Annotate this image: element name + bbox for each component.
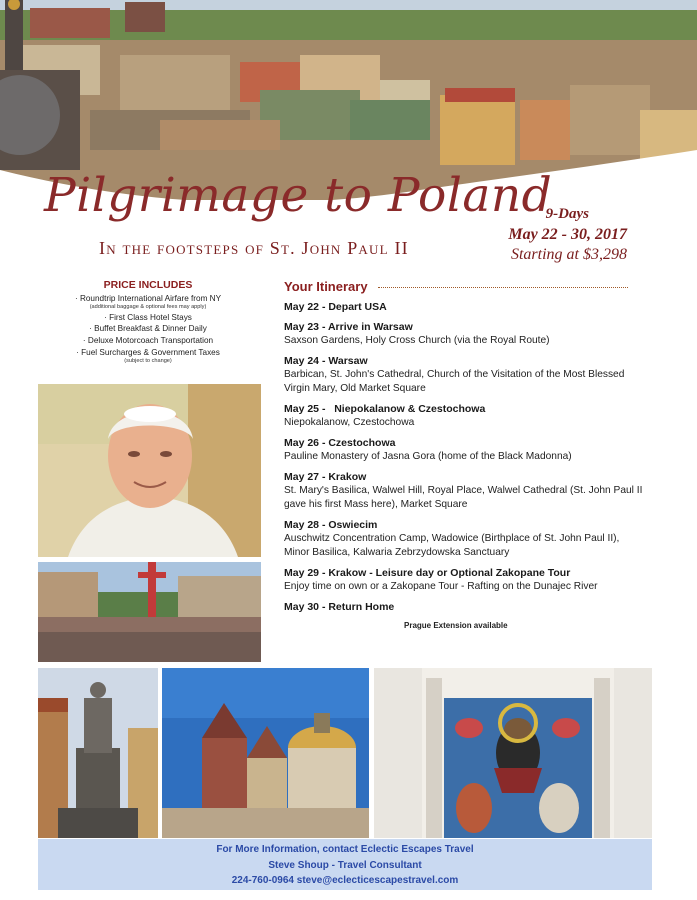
- price-include-item: · Roundtrip International Airfare from NY (additional baggage & optional fees may apply): [38, 294, 258, 311]
- itinerary-day-title: May 25 - Niepokalanow & Czestochowa: [284, 403, 486, 415]
- price-includes-heading: PRICE INCLUDES: [103, 279, 193, 291]
- itinerary-day: [284, 402, 644, 430]
- wawel-cathedral-photo: [162, 668, 369, 838]
- price-includes-list: [38, 294, 258, 367]
- itinerary-day-title: May 22 - Depart USA: [284, 301, 387, 313]
- price-include-item: · First Class Hotel Stays: [104, 312, 192, 322]
- itinerary-day: [284, 354, 644, 396]
- price-include-note: (subject to change): [124, 357, 172, 364]
- outdoor-mass-photo: [38, 562, 261, 662]
- itinerary-day-desc: St. Mary's Basilica, Walwel Hill, Royal Place, Walwel Cathedral (St. John Paul II gave his first Mass here), Market Square: [284, 485, 643, 510]
- black-madonna-mosaic-photo: [374, 668, 652, 838]
- itinerary-day-desc: Enjoy time on own or a Zakopane Tour - Rafting on the Dunajec River: [284, 581, 598, 592]
- trip-length: 9-Days: [545, 206, 589, 222]
- footer-contact-line: For More Information, contact Eclectic Escapes Travel: [216, 844, 474, 855]
- trip-dates: May 22 - 30, 2017: [508, 226, 627, 243]
- contact-footer: [38, 839, 652, 890]
- price-include-item: · Buffet Breakfast & Dinner Daily: [89, 324, 207, 334]
- page-title: Pilgrimage to Poland: [44, 168, 553, 223]
- mickiewicz-statue-photo: [38, 668, 158, 838]
- itinerary-list: [284, 300, 644, 620]
- itinerary-day-desc: Saxson Gardens, Holy Cross Church (via the Royal Route): [284, 335, 550, 346]
- prague-extension-note: Prague Extension available: [404, 621, 508, 630]
- pope-portrait-photo: [38, 384, 261, 557]
- itinerary-day-desc: Niepokalanow, Czestochowa: [284, 417, 415, 428]
- price-include-item: · Deluxe Motorcoach Transportation: [82, 336, 214, 346]
- itinerary-day: [284, 320, 644, 348]
- itinerary-day: [284, 600, 644, 614]
- price-include-item: · Fuel Surcharges & Government Taxes (subject to change): [38, 348, 258, 365]
- itinerary-day-desc: Pauline Monastery of Jasna Gora (home of the Black Madonna): [284, 451, 572, 462]
- footer-phone-email[interactable]: 224-760-0964 steve@eclecticescapestravel.com: [231, 875, 459, 886]
- footer-consultant-line: Steve Shoup - Travel Consultant: [268, 859, 422, 871]
- itinerary-day-title: May 28 - Oswiecim: [284, 519, 378, 531]
- price-include-note: (additional baggage & optional fees may apply): [89, 303, 207, 310]
- itinerary-day: [284, 300, 644, 314]
- itinerary-day-desc: Auschwitz Concentration Camp, Wadowice (Birthplace of St. John Paul II), Minor Basilica, Kalwaria Zebrzydowska Sanctuary: [284, 533, 620, 558]
- itinerary-divider: [378, 287, 628, 288]
- itinerary-day: [284, 518, 644, 560]
- itinerary-day: [284, 566, 644, 594]
- itinerary-day-title: May 24 - Warsaw: [284, 355, 368, 367]
- itinerary-day-title: May 26 - Czestochowa: [284, 437, 396, 449]
- itinerary-day: [284, 470, 644, 512]
- itinerary-day-title: May 23 - Arrive in Warsaw: [284, 321, 413, 333]
- itinerary-day-title: May 30 - Return Home: [284, 601, 395, 613]
- itinerary-day-desc: Barbican, St. John's Cathedral, Church of the Visitation of the Most Blessed Virgin Mary, Old Market Square: [284, 369, 625, 394]
- itinerary-day-title: May 29 - Krakow - Leisure day or Optional Zakopane Tour: [284, 567, 571, 579]
- page-subtitle: In the footsteps of St. John Paul II: [99, 238, 409, 258]
- itinerary-day-title: May 27 - Krakow: [284, 471, 367, 483]
- trip-price: Starting at $3,298: [510, 246, 627, 263]
- itinerary-day: [284, 436, 644, 464]
- itinerary-heading: Your Itinerary: [284, 279, 368, 294]
